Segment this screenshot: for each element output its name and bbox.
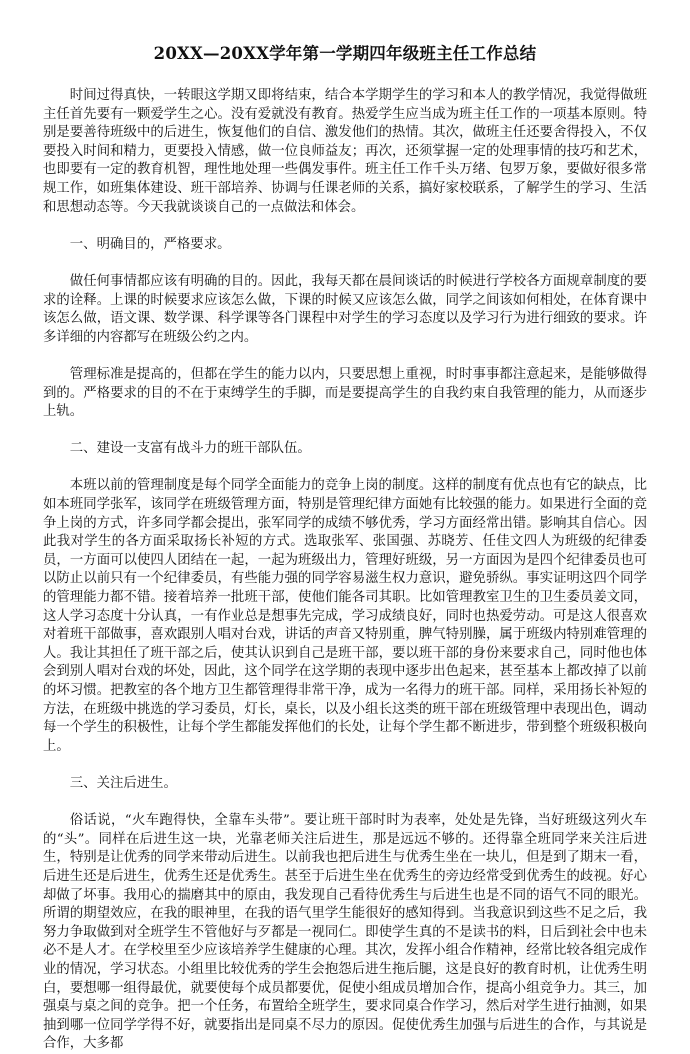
section-2-paragraph-1: 本班以前的管理制度是每个同学全面能力的竞争上岗的制度。这样的制度有优点也有它的缺点，比如本班同学张军，该同学在班级管理方面，特别是管理纪律方面她有比较强的能力。如果进行全面的竞争上岗的方式，许多同学都会提出，张军同学的成绩不够优秀，学习方面经常出错。影响其自信心。因此我对学生的各方面采取扬长补短的方式。选取张军、张国强、苏晓芳、任佳文四人为班级的纪律委员，一方面可以使四人团结在一起，一起为班级出力，管理好班级，另一方面因为是四个纪律委员也可以防止以前只有一个纪律委员，有些能力强的同学容易滋生权力意识，避免骄纵。事实证明这四个同学的管理能力都不错。接着培养一批班干部，使他们能各司其职。比如管理教室卫生的卫生委员姜文同，这人学习态度十分认真，一有作业总是想事先完成，学习成绩良好，同时也热爱劳动。可是这人很喜欢对着班干部做事，喜欢跟别人唱对台戏，讲话的声音又特别重，脾气特别臊，属于班级内特别难管理的人。我让其担任了班干部之后，使其认识到自己是班干部，要以班干部的身份来要求自己，同时他也体会到别人唱对台戏的坏处，因此，这个同学在这学期的表现中逐步出色起来，甚至基本上都改掉了以前的坏习惯。把教室的各个地方卫生都管理得非常干净，成为一名得力的班干部。同样，采用扬长补短的方法，在班级中挑选的学习委员，灯长，桌长，以及小组长这类的班干部在班级管理中表现出色，调动每一个学生的积极性，让每个学生都能发挥他们的长处，让每个学生都不断进步，带到整个班级积极向上。: [43, 478, 647, 754]
section-1-paragraph-1: 做任何事情都应该有明确的目的。因此，我每天都在晨间谈话的时候进行学校各方面规章制度的要求的诠释。上课的时候要求应该怎么做，下课的时候又应该怎么做，同学之间该如何相处，在体育课中该怎么做，语文课、数学课、科学课等各门课程中对学生的学习态度以及学习行为进行细致的要求。许多详细的内容都写在班级公约之内。: [43, 273, 647, 345]
section-1-heading: 一、明确目的，严格要求。: [69, 236, 231, 252]
section-3-paragraph-1: 俗话说，“火车跑得快，全靠车头带”。要让班干部时时为表率，处处是先锋，当好班级这列火车的“头”。同样在后进生这一块，光靠老师关注后进生，那是远远不够的。还得靠全班同学来关注后进生，特别是让优秀的同学来带动后进生。以前我也把后进生与优秀生坐在一块儿，但是到了期末一看，后进生还是后进生，优秀生还是优秀生。甚至于后进生坐在优秀生的旁边经常受到优秀生的歧视。好心却做了坏事。我用心的揣磨其中的原由，我发现自己看待优秀生与后进生也是不同的语气不同的眼光。所谓的期望效应，在我的眼神里，在我的语气里学生能很好的感知得到。当我意识到这些不足之后，我努力争取做到对全班学生不管他好与歹都是一视同仁。即使学生真的不是读书的料，日后到社会中也未必不是人才。在学校里至少应该培养学生健康的心理。其次，发挥小组合作精神，经常比较各组完成作业的情况，学习状态。小组里比较优秀的学生会抱怨后进生拖后腿，这是良好的教育时机，让优秀生明白，要想哪一组得最优，就要使每个成员都要优，促使小组成员增加合作，提高小组竞争力。其三，加强桌与桌之间的竞争。把一个任务，布置给全班学生，要求同桌合作学习，然后对学生进行抽测，如果抽到哪一位同学学得不好，就要指出是同桌不尽力的原因。促使优秀生加强与后进生的合作，与其说是合作，大多都: [43, 813, 647, 1052]
document-title: 20XX—20XX学年第一学期四年级班主任工作总结: [153, 44, 537, 63]
section-1-paragraph-2: 管理标准是提高的，但都在学生的能力以内，只要思想上重视，时时事事都注意起来，是能够做得到的。严格要求的目的不在于束缚学生的手脚，而是要提高学生的自我约束自我管理的能力，从而逐步上轨。: [43, 366, 647, 420]
section-2-heading: 二、建设一支富有战斗力的班干部队伍。: [69, 441, 311, 457]
intro-paragraph: 时间过得真快，一转眼这学期又即将结束，结合本学期学生的学习和本人的教学情况，我觉得做班主任首先要有一颗爱学生之心。没有爱就没有教育。热爱学生应当成为班主任工作的一项基本原则。特别是要善待班级中的后进生，恢复他们的自信、激发他们的热情。其次，做班主任还要舍得投入，不仅要投入时间和精力，更要投入情感，做一位良师益友；再次，还须掌握一定的处理事情的技巧和艺术，也即要有一定的教育机智，理性地处理一些偶发事件。班主任工作千头万绪、包罗万象，要做好很多常规工作，如班集体建设、班干部培养、协调与任课老师的关系，搞好家校联系，了解学生的学习、生活和思想动态等。今天我就谈谈自己的一点做法和体会。: [43, 88, 647, 215]
section-3-heading: 三、关注后进生。: [69, 775, 177, 791]
